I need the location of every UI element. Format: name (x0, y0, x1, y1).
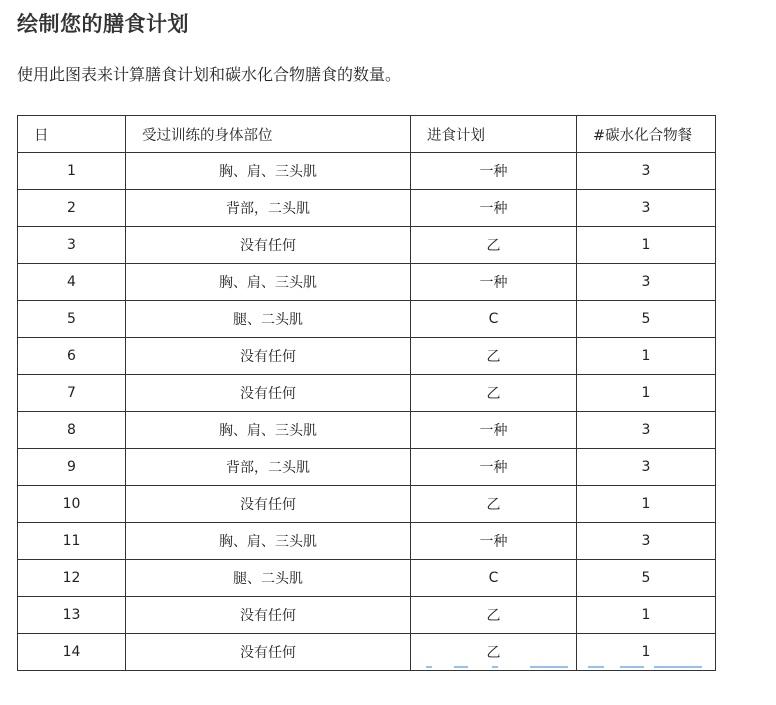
table-row (18, 560, 716, 597)
cell-eating-plan: 乙 (411, 486, 577, 523)
cell-carb-meals: 5 (577, 560, 716, 597)
cell-day: 11 (18, 523, 126, 560)
table-row (18, 301, 716, 338)
table-row (18, 523, 716, 560)
cell-eating-plan: 一种 (411, 264, 577, 301)
table-row (18, 486, 716, 523)
header-eating-plan: 进食计划 (411, 116, 577, 153)
cell-eating-plan: C (411, 301, 577, 338)
cell-day: 12 (18, 560, 126, 597)
cell-body-part: 没有任何 (126, 338, 411, 375)
cell-body-part: 腿、二头肌 (126, 301, 411, 338)
cell-carb-meals: 3 (577, 523, 716, 560)
cell-carb-meals: 1 (577, 486, 716, 523)
cell-day: 4 (18, 264, 126, 301)
cell-body-part: 背部，二头肌 (126, 190, 411, 227)
cell-eating-plan: 一种 (411, 153, 577, 190)
header-carb-meals: #碳水化合物餐 (577, 116, 716, 153)
cell-day: 13 (18, 597, 126, 634)
cell-carb-meals: 1 (577, 375, 716, 412)
cell-body-part: 没有任何 (126, 227, 411, 264)
table-header-row (18, 116, 716, 153)
cell-eating-plan: 一种 (411, 412, 577, 449)
cell-day: 8 (18, 412, 126, 449)
table-row (18, 375, 716, 412)
cell-body-part: 胸、肩、三头肌 (126, 412, 411, 449)
cell-eating-plan: 一种 (411, 523, 577, 560)
intro-text: 使用此图表来计算膳食计划和碳水化合物膳食的数量。 (17, 65, 402, 84)
table-row (18, 227, 716, 264)
cell-carb-meals: 3 (577, 153, 716, 190)
cell-eating-plan: 一种 (411, 449, 577, 486)
cell-carb-meals: 3 (577, 190, 716, 227)
cell-carb-meals: 1 (577, 597, 716, 634)
table-row (18, 597, 716, 634)
cell-carb-meals: 3 (577, 264, 716, 301)
table-row (18, 634, 716, 671)
header-body-part: 受过训练的身体部位 (126, 116, 411, 153)
table-row (18, 449, 716, 486)
table-row (18, 338, 716, 375)
cell-day: 9 (18, 449, 126, 486)
cell-carb-meals: 5 (577, 301, 716, 338)
cell-eating-plan: 乙 (411, 227, 577, 264)
cell-eating-plan: 乙 (411, 375, 577, 412)
table-row (18, 264, 716, 301)
cell-body-part: 胸、肩、三头肌 (126, 264, 411, 301)
cell-body-part: 没有任何 (126, 486, 411, 523)
cell-day: 10 (18, 486, 126, 523)
cell-body-part: 胸、肩、三头肌 (126, 523, 411, 560)
cell-eating-plan: 一种 (411, 190, 577, 227)
cell-day: 14 (18, 634, 126, 671)
cell-body-part: 胸、肩、三头肌 (126, 153, 411, 190)
cell-day: 3 (18, 227, 126, 264)
cell-body-part: 没有任何 (126, 634, 411, 671)
cell-carb-meals: 1 (577, 634, 716, 671)
table-row (18, 190, 716, 227)
cell-eating-plan: 乙 (411, 597, 577, 634)
cell-day: 5 (18, 301, 126, 338)
cell-body-part: 腿、二头肌 (126, 560, 411, 597)
cell-carb-meals: 3 (577, 412, 716, 449)
table-row (18, 412, 716, 449)
cell-carb-meals: 1 (577, 338, 716, 375)
cell-day: 1 (18, 153, 126, 190)
cell-day: 2 (18, 190, 126, 227)
cell-eating-plan: 乙 (411, 634, 577, 671)
cell-eating-plan: 乙 (411, 338, 577, 375)
cell-eating-plan: C (411, 560, 577, 597)
cell-day: 6 (18, 338, 126, 375)
page-title: 绘制您的膳食计划 (17, 12, 189, 36)
cell-day: 7 (18, 375, 126, 412)
cell-body-part: 没有任何 (126, 597, 411, 634)
cell-body-part: 没有任何 (126, 375, 411, 412)
cell-body-part: 背部，二头肌 (126, 449, 411, 486)
cell-carb-meals: 1 (577, 227, 716, 264)
meal-plan-table (17, 115, 716, 671)
table-row (18, 153, 716, 190)
underline-artifact (418, 666, 718, 668)
cell-carb-meals: 3 (577, 449, 716, 486)
header-day: 日 (18, 116, 126, 153)
